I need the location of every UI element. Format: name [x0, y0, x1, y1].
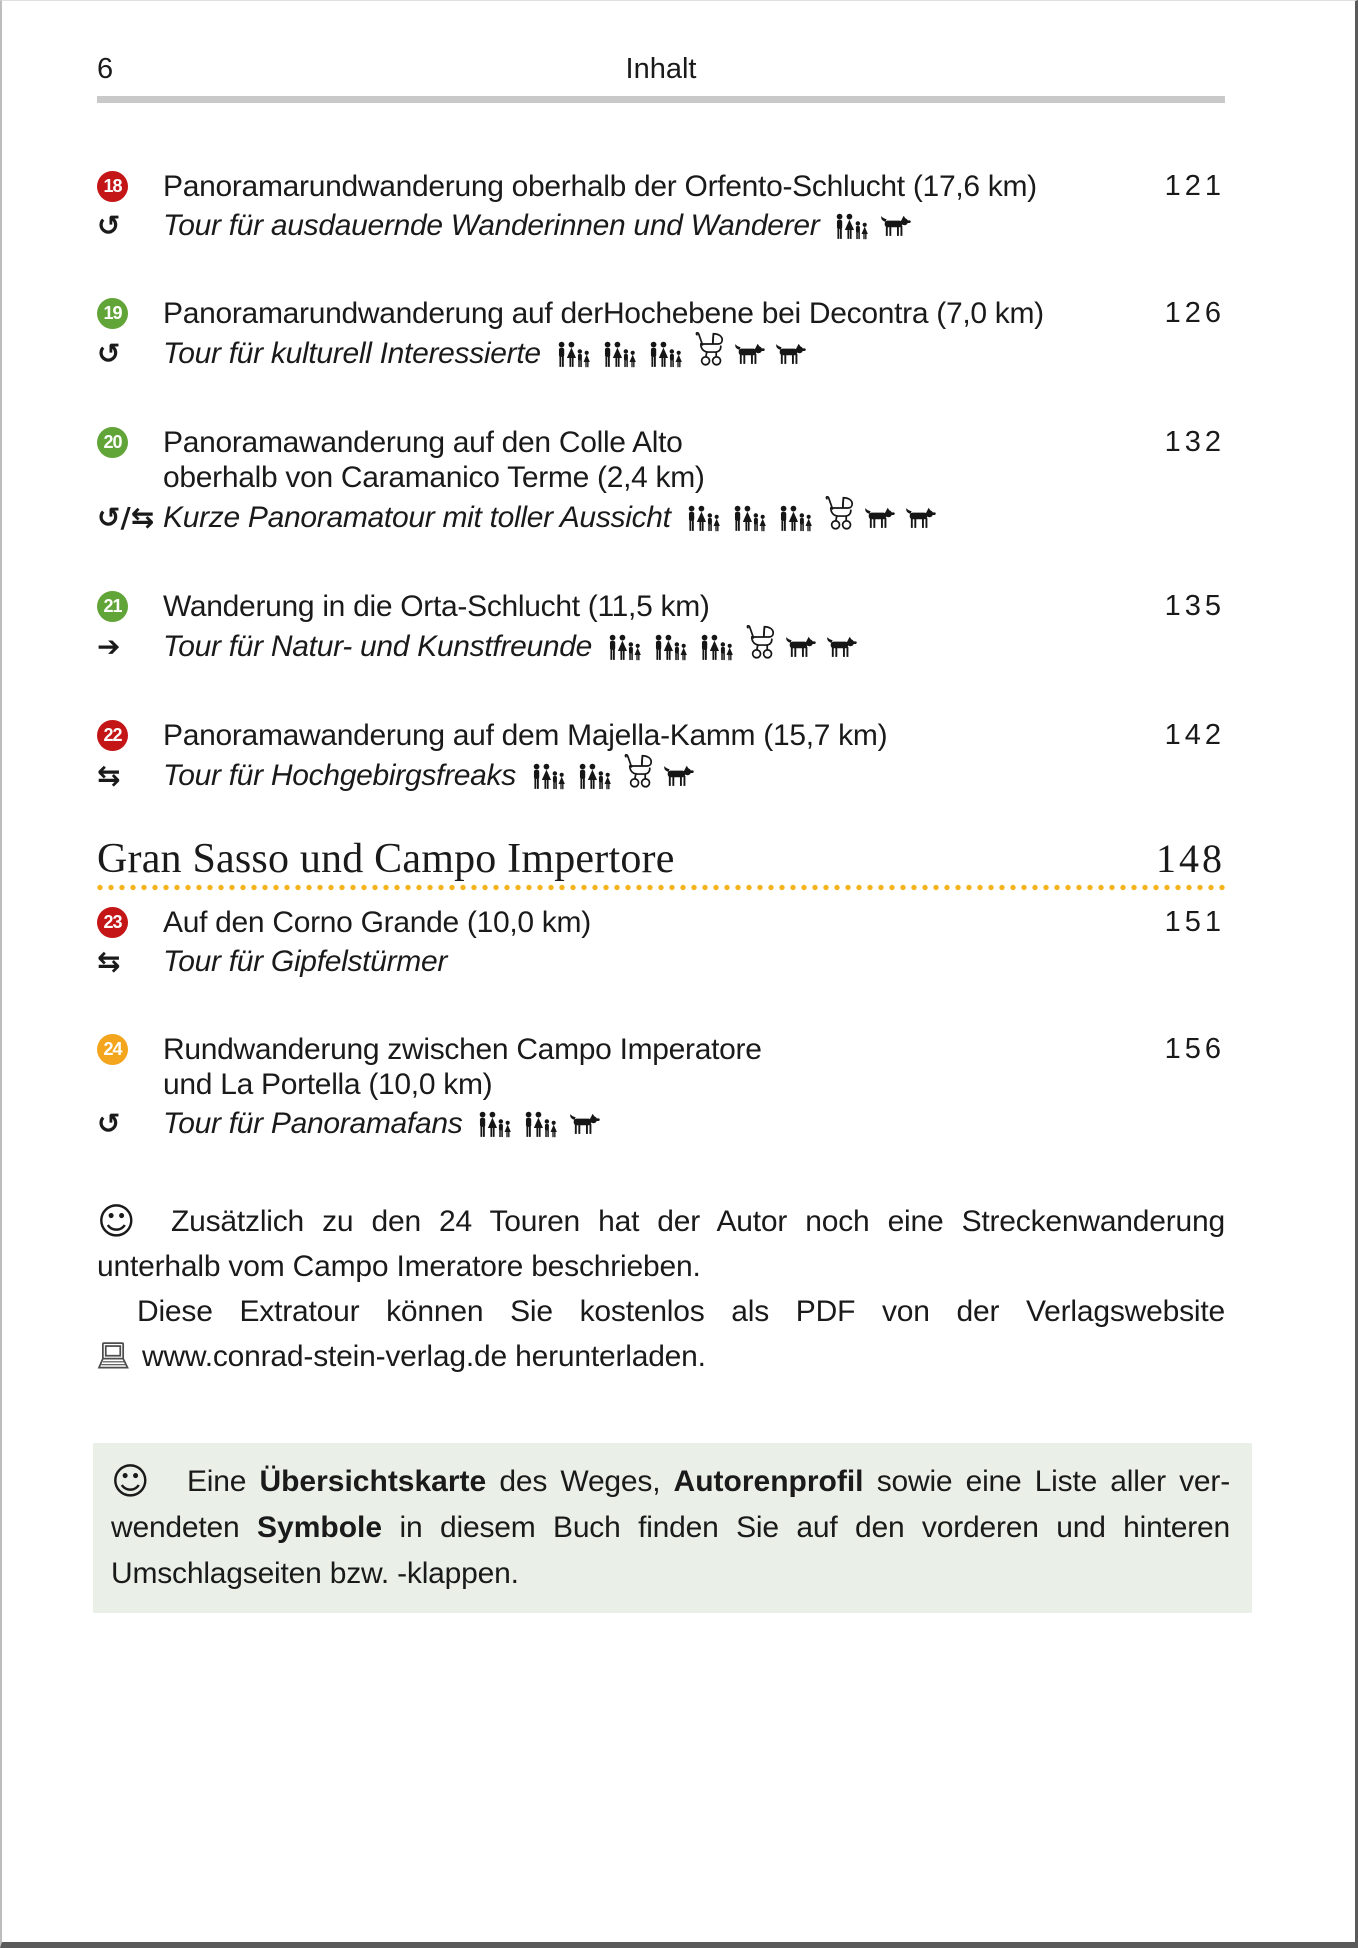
tour-number-cell — [97, 905, 163, 938]
dog-icon — [879, 214, 911, 238]
tour-title — [163, 905, 1113, 940]
tour-number-cell — [97, 1032, 163, 1065]
family-icon — [476, 1111, 513, 1138]
toc-entry — [97, 169, 1225, 243]
tour-page-number: 132 — [1164, 426, 1225, 458]
tour-subtitle: Tour für Natur- und Kunstfreunde — [163, 630, 593, 663]
smiley-icon: ☺ — [111, 1460, 150, 1503]
section-heading — [97, 835, 1225, 891]
tour-page-number: 156 — [1164, 1033, 1225, 1065]
table-of-contents — [97, 169, 1225, 1141]
text: wendeten — [111, 1511, 258, 1544]
toc-entry — [97, 1032, 1225, 1141]
tour-number-badge: 24 — [97, 1034, 128, 1065]
tour-number-cell — [97, 169, 163, 202]
route-type-icon: ↺ — [97, 1107, 121, 1140]
tour-title — [163, 169, 1113, 204]
note-row-1 — [97, 1199, 1225, 1244]
section-title: Gran Sasso und Campo Impertore — [97, 836, 675, 882]
tour-number-cell — [97, 296, 163, 329]
family-icon — [606, 634, 643, 661]
bold-text: Autorenprofil — [673, 1465, 864, 1498]
stroller-icon — [693, 336, 724, 372]
tour-page-number: 135 — [1164, 590, 1225, 622]
route-type-icon: ↺ — [97, 337, 121, 370]
tour-title-line: Auf den Corno Grande (10,0 km) — [163, 906, 591, 939]
text: sowie eine Liste aller ver- — [863, 1465, 1231, 1498]
tour-title-line: Wanderung in die Orta-Schlucht (11,5 km) — [163, 590, 710, 623]
section-heading-row — [97, 835, 1225, 883]
family-icon — [601, 341, 638, 368]
tour-page-number: 142 — [1164, 719, 1225, 751]
dog-icon — [904, 506, 936, 530]
tour-subtitle-cell — [163, 1107, 1225, 1141]
tour-subtitle: Tour für Panoramafans — [163, 1107, 463, 1140]
tour-title-line: und La Portella (10,0 km) — [163, 1068, 493, 1101]
tour-page-number: 151 — [1164, 906, 1225, 938]
route-type-icon: ⇆ — [97, 759, 121, 792]
toc-entry-title-row — [97, 1032, 1225, 1102]
tour-title-line: Panoramarundwanderung oberhalb der Orfento-Schlucht (17,6 km) — [163, 170, 1037, 203]
tour-number-cell — [97, 425, 163, 458]
tour-number-badge: 19 — [97, 298, 128, 329]
toc-entry-title-row — [97, 718, 1225, 753]
header-rule — [97, 96, 1225, 103]
smiley-icon: ☺ — [97, 1200, 136, 1243]
note-url-text: www.conrad-stein-verlag.de herunterladen. — [142, 1340, 706, 1373]
page-header-title: Inhalt — [625, 53, 697, 85]
toc-entry-title-row — [97, 905, 1225, 940]
dog-icon — [784, 635, 816, 659]
info-box-line-2 — [111, 1505, 1230, 1551]
tour-title-line: Rundwanderung zwischen Campo Imperatore — [163, 1033, 762, 1066]
family-icon — [685, 505, 722, 532]
family-icon — [698, 634, 735, 661]
tour-subtitle-cell — [163, 500, 1225, 536]
dog-icon — [568, 1112, 600, 1136]
family-icon — [731, 505, 768, 532]
tour-subtitle-cell — [163, 945, 1225, 979]
route-type-icon: ⇆ — [97, 945, 121, 978]
toc-entry-subtitle-row — [97, 209, 1225, 243]
toc-entry-title-row — [97, 296, 1225, 331]
family-icon — [833, 213, 870, 240]
tour-subtitle-cell — [163, 629, 1225, 665]
toc-entry-subtitle-row — [97, 500, 1225, 536]
tour-title — [163, 1032, 1113, 1102]
family-icon — [652, 634, 689, 661]
toc-entry-subtitle-row — [97, 1107, 1225, 1141]
tour-title-line: Panoramawanderung auf den Colle Alto — [163, 426, 683, 459]
toc-entry-subtitle-row — [97, 945, 1225, 979]
text: in diesem Buch finden Sie auf den vorderen und hinteren — [382, 1511, 1230, 1544]
tour-title-line: Panoramawanderung auf dem Majella-Kamm (15,7 km) — [163, 719, 888, 752]
tour-number-badge: 20 — [97, 427, 128, 458]
dotted-underline — [97, 884, 1225, 891]
section-page-number: 148 — [1156, 836, 1225, 881]
bold-text: Symbole — [257, 1511, 383, 1544]
family-icon — [555, 341, 592, 368]
dog-icon — [662, 764, 694, 788]
route-type-icon: ↺/⇆ — [97, 501, 155, 534]
route-type-icon: ➔ — [97, 630, 121, 663]
toc-entry-title-row — [97, 589, 1225, 624]
tour-number-badge: 21 — [97, 591, 128, 622]
tour-number-cell — [97, 718, 163, 751]
info-box-line-1 — [187, 1459, 1230, 1505]
dog-icon — [863, 506, 895, 530]
family-icon — [530, 763, 567, 790]
toc-entry-title-row — [97, 169, 1225, 204]
tour-subtitle: Tour für ausdauernde Wanderinnen und Wanderer — [163, 209, 820, 242]
toc-entry-title-row — [97, 425, 1225, 495]
tour-page-number: 121 — [1164, 170, 1225, 202]
toc-entry — [97, 905, 1225, 979]
note-line-1: Zusätzlich zu den 24 Touren hat der Autor noch eine Streckenwanderung — [171, 1205, 1225, 1238]
stroller-icon — [744, 629, 775, 665]
toc-entry — [97, 296, 1225, 372]
dog-icon — [825, 635, 857, 659]
family-icon — [647, 341, 684, 368]
dog-icon — [774, 342, 806, 366]
toc-entry-subtitle-row — [97, 629, 1225, 665]
toc-entry — [97, 425, 1225, 536]
tour-page-number: 126 — [1164, 297, 1225, 329]
note-line-2: unterhalb vom Campo Imeratore beschrieben. — [97, 1250, 701, 1283]
toc-entry — [97, 718, 1225, 794]
toc-entry-subtitle-row — [97, 758, 1225, 794]
text: Eine — [187, 1465, 260, 1498]
note-line-4 — [97, 1334, 1225, 1379]
info-box-row-1 — [111, 1459, 1230, 1505]
info-box — [93, 1443, 1252, 1613]
tour-subtitle-cell — [163, 209, 1225, 243]
folio-number: 6 — [97, 53, 115, 85]
page-header — [97, 53, 1225, 89]
tour-subtitle-cell — [163, 758, 1225, 794]
tour-number-cell — [97, 589, 163, 622]
text: des Weges, — [486, 1465, 674, 1498]
tour-number-badge: 22 — [97, 720, 128, 751]
bold-text: Übersichtskarte — [259, 1465, 487, 1498]
tour-title — [163, 296, 1113, 331]
computer-icon — [97, 1342, 130, 1371]
tour-title-line: oberhalb von Caramanico Terme (2,4 km) — [163, 461, 705, 494]
note-line-3: Diese Extratour können Sie kostenlos als PDF von der Verlagswebsite — [137, 1295, 1225, 1328]
text: Umschlagseiten bzw. -klappen. — [111, 1557, 519, 1590]
stroller-icon — [622, 758, 653, 794]
tour-number-badge: 23 — [97, 907, 128, 938]
tour-subtitle: Kurze Panoramatour mit toller Aussicht — [163, 501, 671, 534]
tour-title-line: Panoramarundwanderung auf derHochebene bei Decontra (7,0 km) — [163, 297, 1044, 330]
info-box-line-3 — [111, 1551, 1230, 1597]
family-icon — [522, 1111, 559, 1138]
tour-subtitle: Tour für Gipfelstürmer — [163, 945, 448, 978]
family-icon — [576, 763, 613, 790]
tour-title — [163, 589, 1113, 624]
tour-subtitle: Tour für Hochgebirgsfreaks — [163, 759, 516, 792]
tour-number-badge: 18 — [97, 171, 128, 202]
family-icon — [777, 505, 814, 532]
route-type-icon: ↺ — [97, 209, 121, 242]
note-paragraphs — [97, 1199, 1225, 1379]
tour-subtitle: Tour für kulturell Interessierte — [163, 337, 541, 370]
toc-entry — [97, 589, 1225, 665]
tour-subtitle-cell — [163, 336, 1225, 372]
stroller-icon — [823, 500, 854, 536]
tour-title — [163, 718, 1113, 753]
dog-icon — [733, 342, 765, 366]
toc-entry-subtitle-row — [97, 336, 1225, 372]
tour-title — [163, 425, 1113, 495]
